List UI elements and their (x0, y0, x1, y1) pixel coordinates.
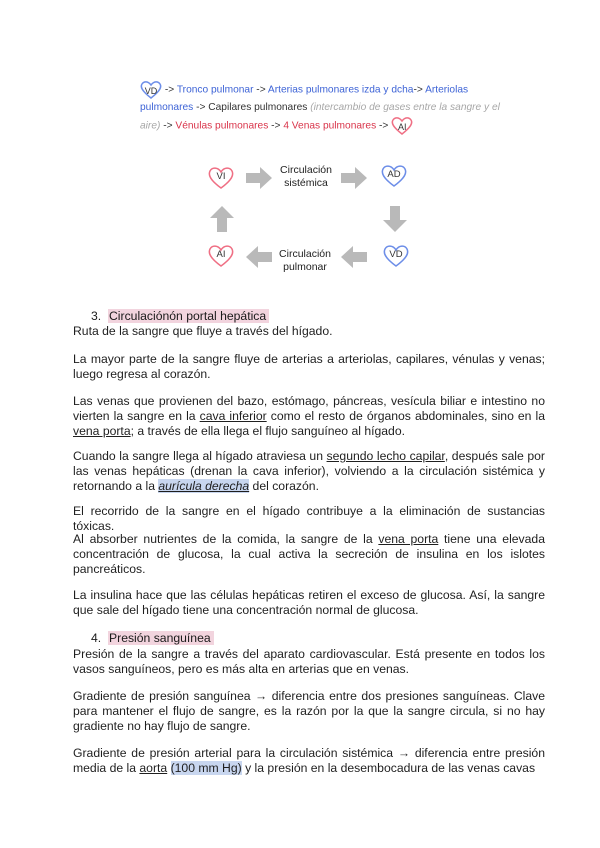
term-aorta: aorta (139, 761, 168, 775)
term-auricula-derecha: aurícula derecha (158, 479, 250, 493)
link-vena-porta: vena porta (73, 424, 131, 438)
arterias-pulmonares: Arterias pulmonares izda y dcha (267, 84, 414, 96)
term-vena-porta: vena porta (378, 532, 439, 546)
section-4-title: Presión sanguínea (108, 631, 214, 645)
section-3-title: Circulaciónón portal hepática (108, 309, 269, 323)
label-circulacion-pulmonar: Circulación pulmonar (279, 248, 331, 273)
arrow-left-bottom-icon (246, 246, 272, 268)
node-ad (381, 164, 407, 188)
s3-paragraph-3: Las venas que provienen del bazo, estómago, páncreas, vesícula biliar e intestino no vierten la sangre en la cava inferior como el resto de órganos abdominales, sino en la vena porta; a través de ella llega el flujo sanguíneo al hígado. (73, 394, 545, 438)
node-vi (208, 166, 234, 190)
heart-ai-icon (391, 116, 413, 136)
arrow-up-icon (210, 206, 234, 232)
intercambio-note: (intercambio de gases entre la sangre y el aire) (140, 102, 500, 132)
heart-vd-label: VD (144, 86, 158, 96)
node-ai (208, 244, 234, 268)
section-4-heading: 4. Presión sanguínea (91, 631, 218, 646)
s3-paragraph-2: La mayor parte de la sangre fluye de arterias a arteriolas, capilares, vénulas y venas; luego regresa al corazón. (73, 352, 545, 381)
node-ai-label: AI (216, 249, 226, 260)
venulas-pulmonares: Vénulas pulmonares (175, 120, 269, 132)
arrow-right-top2-icon (341, 167, 367, 189)
arrow-down-icon (383, 206, 407, 232)
s3-paragraph-1: Ruta de la sangre que fluye a través del hígado. (73, 324, 333, 338)
capilares-pulmonares: Capilares pulmonares (208, 102, 311, 113)
s4-paragraph-3: Gradiente de presión arterial para la circulación sistémica → diferencia entre presión media de la aorta (100 mm Hg) y la presión en la desembocadura de las venas cavas (73, 746, 545, 775)
s3-paragraph-6: Al absorber nutrientes de la comida, la sangre de la vena porta tiene una elevada concentración de glucosa, la cual activa la secreción de insulina en los islotes pancreáticos. (73, 532, 545, 576)
arrow-right-top-icon (246, 167, 272, 189)
pulmonary-flow-line: VD -> Tronco pulmonar -> Arterias pulmonares izda y dcha-> Arteriolas pulmonares -> Capilares pulmonares (intercambio de gases entre la sangre y el aire) -> Vénulas pulmonares -> 4 Venas pulmonares -> AI (140, 80, 500, 136)
node-ad-label: AD (387, 169, 401, 180)
s4-paragraph-2: Gradiente de presión sanguínea → diferencia entre dos presiones sanguíneas. Clave para mantener el flujo de sangre, es la razón por la que la sangre circula, si no hay gradiente no hay flujo de sangre. (73, 689, 545, 733)
s3-paragraph-5: El recorrido de la sangre en el hígado contribuye a la eliminación de sustancias tóxicas. (73, 504, 545, 533)
value-100-mmhg: (100 mm Hg) (170, 761, 242, 775)
heart-vd-icon (140, 80, 162, 100)
s3-paragraph-7: La insulina hace que las células hepáticas retiren el exceso de glucosa. Así, la sangre que sale del hígado tiene una concentración normal de glucosa. (73, 588, 545, 617)
term-segundo-lecho-capilar: segundo lecho capilar (326, 449, 445, 463)
s4-paragraph-1: Presión de la sangre a través del aparato cardiovascular. Está presente en todos los vasos sanguíneos, pero es más alta en arterias que en venas. (73, 647, 545, 676)
arteriolas-pulmonares: Arteriolas pulmonares (140, 84, 469, 113)
arrow-left-bottom2-icon (341, 246, 367, 268)
node-vd-label: VD (389, 249, 403, 260)
node-vd (383, 244, 409, 268)
s3-paragraph-4: Cuando la sangre llega al hígado atraviesa un segundo lecho capilar, después sale por las venas hepáticas (drenan la cava inferior), volviendo a la circulación sistémica y retornando a la aurícula derecha del corazón. (73, 449, 545, 493)
section-3-heading: 3. Circulaciónón portal hepática (91, 309, 273, 324)
link-cava-inferior: cava inferior (199, 409, 267, 423)
venas-pulmonares: 4 Venas pulmonares (283, 120, 377, 132)
label-circulacion-sistemica: Circulación sistémica (280, 164, 332, 189)
heart-ai-label: AI (397, 122, 407, 132)
node-vi-label: VI (216, 171, 226, 182)
tronco-pulmonar: Tronco pulmonar (176, 84, 254, 96)
